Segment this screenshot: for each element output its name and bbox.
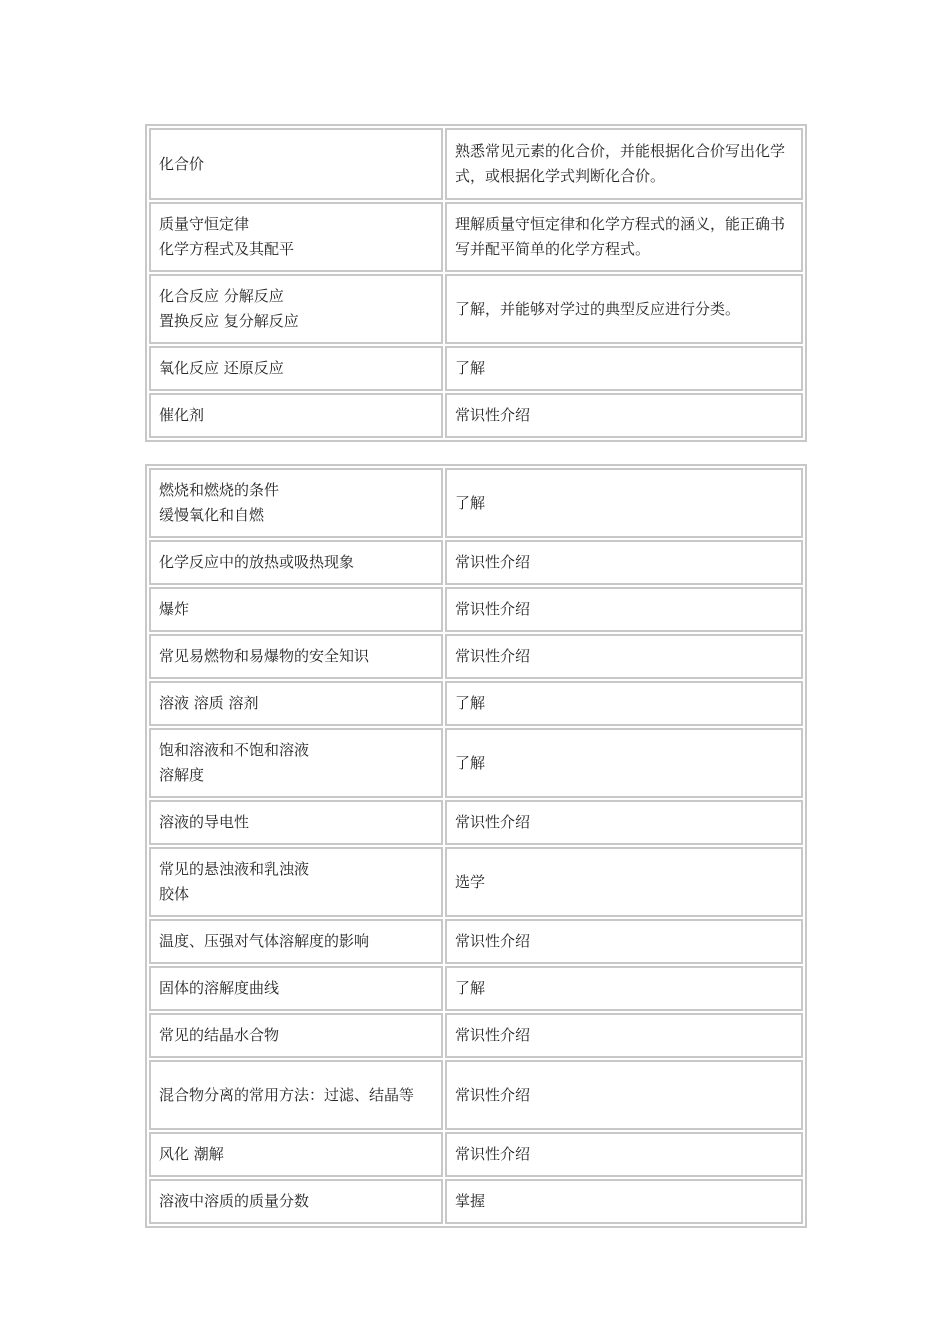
topic-text: 溶解度 (159, 766, 205, 784)
topic-cell (149, 728, 443, 798)
topic-text: 固体的溶解度曲线 (159, 979, 280, 997)
table-row (149, 468, 803, 538)
topic-cell (149, 1013, 443, 1058)
requirement-text: 了解 (455, 979, 486, 997)
topic-cell (149, 1179, 443, 1224)
topic-cell (149, 919, 443, 964)
topic-cell (149, 540, 443, 585)
topic-text: 化合价 (159, 154, 205, 173)
topic-text: 混合物分离的常用方法：过滤、结晶等 (159, 1085, 415, 1104)
topic-text: 化学反应中的放热或吸热现象 (159, 553, 355, 571)
requirement-text: 常识性介绍 (455, 553, 531, 571)
topic-cell (149, 346, 443, 391)
table-row (149, 1013, 803, 1058)
topic-cell (149, 681, 443, 726)
requirement-text: 了解 (455, 359, 486, 377)
requirement-cell (445, 587, 803, 632)
requirement-text: 常识性介绍 (455, 813, 531, 831)
requirement-text: 掌握 (455, 1192, 486, 1210)
requirement-cell (445, 634, 803, 679)
topic-cell (149, 800, 443, 845)
topic-requirement-table-1 (145, 124, 807, 442)
requirement-text: 常识性介绍 (455, 932, 531, 950)
table-row (149, 587, 803, 632)
topic-text: 常见的结晶水合物 (159, 1026, 280, 1044)
requirement-text: 了解 (455, 493, 486, 512)
topic-cell (149, 202, 443, 272)
requirement-cell (445, 393, 803, 438)
requirement-text: 常识性介绍 (455, 406, 531, 424)
topic-cell (149, 1132, 443, 1177)
topic-text: 爆炸 (159, 600, 190, 618)
topic-text: 燃烧和燃烧的条件 (159, 481, 280, 499)
requirement-text: 了解 (455, 694, 486, 712)
requirement-text: 选学 (455, 872, 486, 891)
requirement-text: 了解 (455, 753, 486, 772)
topic-text: 胶体 (159, 885, 190, 903)
requirement-text: 常识性介绍 (455, 647, 531, 665)
table-row (149, 202, 803, 272)
table-row (149, 919, 803, 964)
requirement-cell (445, 128, 803, 200)
table-row (149, 346, 803, 391)
topic-cell (149, 1060, 443, 1130)
requirement-cell (445, 1179, 803, 1224)
topic-text: 化学方程式及其配平 (159, 240, 295, 258)
table-row (149, 128, 803, 200)
topic-text: 质量守恒定律 (159, 215, 250, 233)
topic-cell (149, 847, 443, 917)
requirement-cell (445, 274, 803, 344)
topic-text: 溶液的导电性 (159, 813, 250, 831)
requirement-text: 熟悉常见元素的化合价，并能根据化合价写出化学式，或根据化学式判断化合价。 (455, 142, 786, 185)
topic-cell (149, 634, 443, 679)
topic-cell (149, 468, 443, 538)
table-row (149, 274, 803, 344)
requirement-cell (445, 540, 803, 585)
requirement-text: 常识性介绍 (455, 1026, 531, 1044)
requirement-text: 常识性介绍 (455, 600, 531, 618)
table-row (149, 1060, 803, 1130)
topic-requirement-table-2 (145, 464, 807, 1228)
requirement-cell (445, 1060, 803, 1130)
topic-text: 置换反应 复分解反应 (159, 312, 299, 330)
topic-text: 溶液中溶质的质量分数 (159, 1192, 310, 1210)
table-row (149, 966, 803, 1011)
table-row (149, 634, 803, 679)
requirement-text: 了解，并能够对学过的典型反应进行分类。 (455, 299, 741, 318)
requirement-cell (445, 202, 803, 272)
requirement-cell (445, 468, 803, 538)
requirement-cell (445, 681, 803, 726)
table-row (149, 1179, 803, 1224)
requirement-text: 常识性介绍 (455, 1085, 531, 1104)
topic-text: 饱和溶液和不饱和溶液 (159, 741, 310, 759)
requirement-cell (445, 847, 803, 917)
topic-cell (149, 587, 443, 632)
requirement-text: 理解质量守恒定律和化学方程式的涵义，能正确书写并配平简单的化学方程式。 (455, 215, 786, 258)
requirement-cell (445, 728, 803, 798)
requirement-cell (445, 346, 803, 391)
topic-text: 化合反应 分解反应 (159, 287, 284, 305)
topic-text: 缓慢氧化和自燃 (159, 506, 265, 524)
topic-text: 溶液 溶质 溶剂 (159, 694, 259, 712)
topic-text: 常见的悬浊液和乳浊液 (159, 860, 310, 878)
topic-text: 温度、压强对气体溶解度的影响 (159, 932, 370, 950)
table-row (149, 681, 803, 726)
table-row (149, 1132, 803, 1177)
requirement-cell (445, 919, 803, 964)
requirement-cell (445, 1013, 803, 1058)
topic-text: 氧化反应 还原反应 (159, 359, 284, 377)
topic-text: 风化 潮解 (159, 1145, 224, 1163)
table-row (149, 800, 803, 845)
table-row (149, 540, 803, 585)
topic-cell (149, 393, 443, 438)
requirement-text: 常识性介绍 (455, 1145, 531, 1163)
topic-cell (149, 274, 443, 344)
table-row (149, 847, 803, 917)
table-row (149, 393, 803, 438)
table-row (149, 728, 803, 798)
topic-cell (149, 128, 443, 200)
requirement-cell (445, 800, 803, 845)
topic-text: 催化剂 (159, 406, 205, 424)
topic-cell (149, 966, 443, 1011)
topic-text: 常见易燃物和易爆物的安全知识 (159, 647, 370, 665)
requirement-cell (445, 966, 803, 1011)
requirement-cell (445, 1132, 803, 1177)
